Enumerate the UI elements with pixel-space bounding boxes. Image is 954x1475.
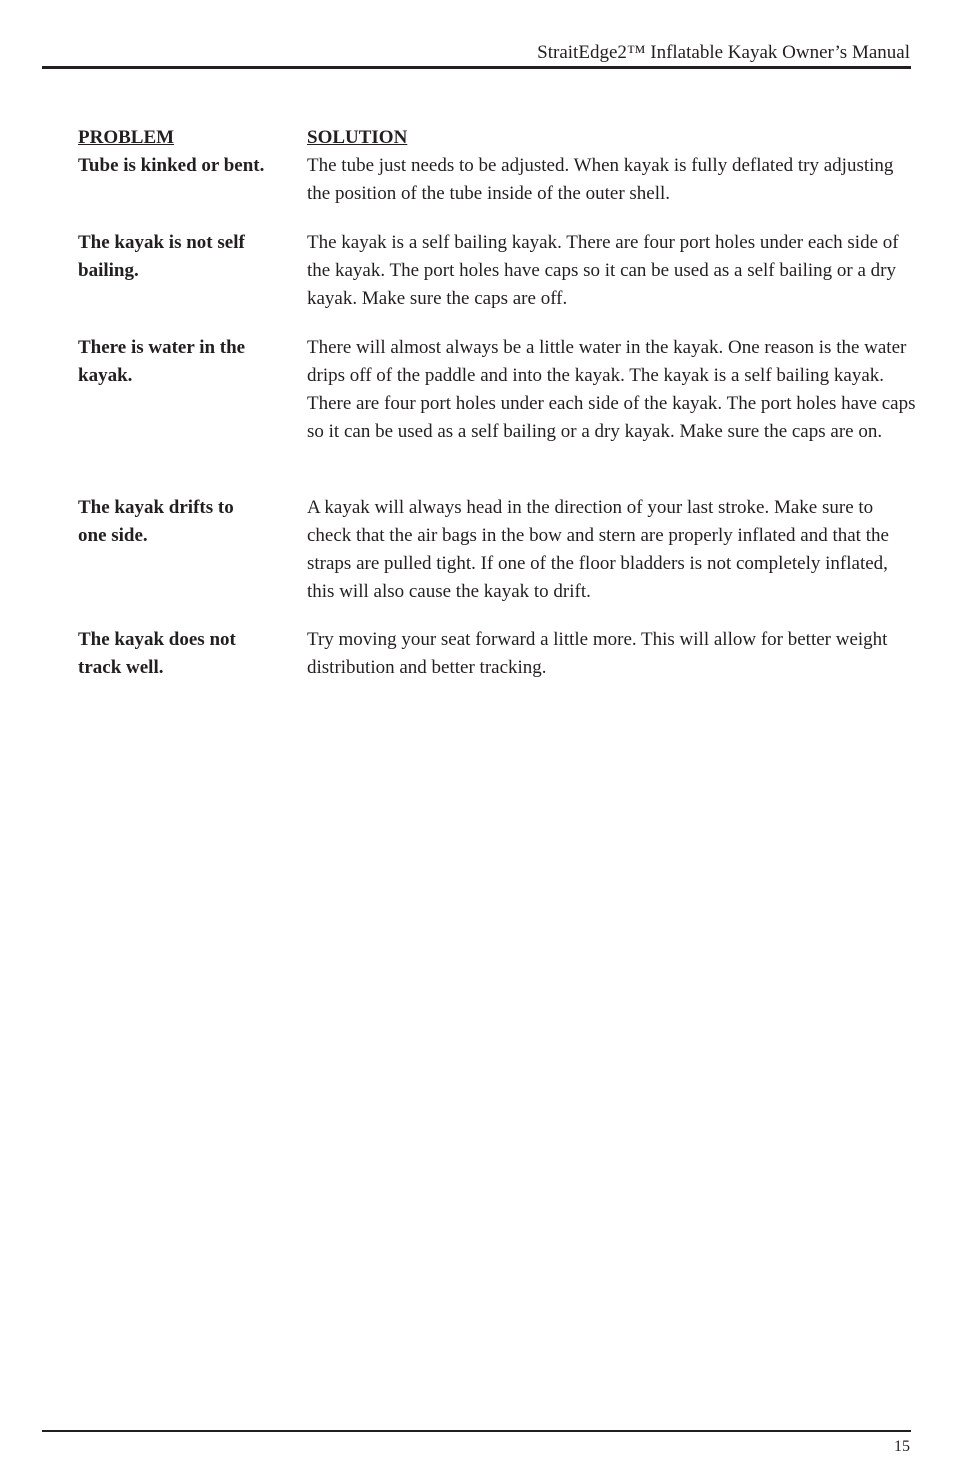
header-divider xyxy=(42,66,911,69)
solution-column-heading: SOLUTION xyxy=(307,127,408,148)
solution-text: There will almost always be a little water in the kayak. One reason is the water drips off of the paddle and into the kayak. The kayak is a self bailing kayak. There are four port holes under each side of the kayak. The port holes have caps so it can be used as a self bailing or a dry kayak. Make sure the caps are on. xyxy=(307,337,916,442)
page-number: 15 xyxy=(894,1438,910,1455)
solution-text: Try moving your seat forward a little more. This will allow for better weight distribution and better tracking. xyxy=(307,629,888,678)
problem-column-heading: PROBLEM xyxy=(78,127,175,148)
solution-text: A kayak will always head in the direction of your last stroke. Make sure to check that the air bags in the bow and stern are properly inflated and that the straps are pulled tight. If one of the floor bladders is not completely inflated, this will also cause the kayak to drift. xyxy=(307,497,889,602)
manual-title: StraitEdge2™ Inflatable Kayak Owner’s Manual xyxy=(537,42,910,63)
footer-divider xyxy=(42,1430,911,1432)
problem-text: The kayak does not track well. xyxy=(78,629,236,678)
solution-text: The tube just needs to be adjusted. When kayak is fully deflated try adjusting the position of the tube inside of the outer shell. xyxy=(307,155,894,204)
problem-text: The kayak is not self bailing. xyxy=(78,232,245,281)
problem-text: The kayak drifts to one side. xyxy=(78,497,234,546)
solution-text: The kayak is a self bailing kayak. There are four port holes under each side of the kayak. The port holes have caps so it can be used as a self bailing or a dry kayak. Make sure the caps are off. xyxy=(307,232,899,309)
problem-text: There is water in the kayak. xyxy=(78,337,246,386)
problem-text: Tube is kinked or bent. xyxy=(78,155,265,176)
